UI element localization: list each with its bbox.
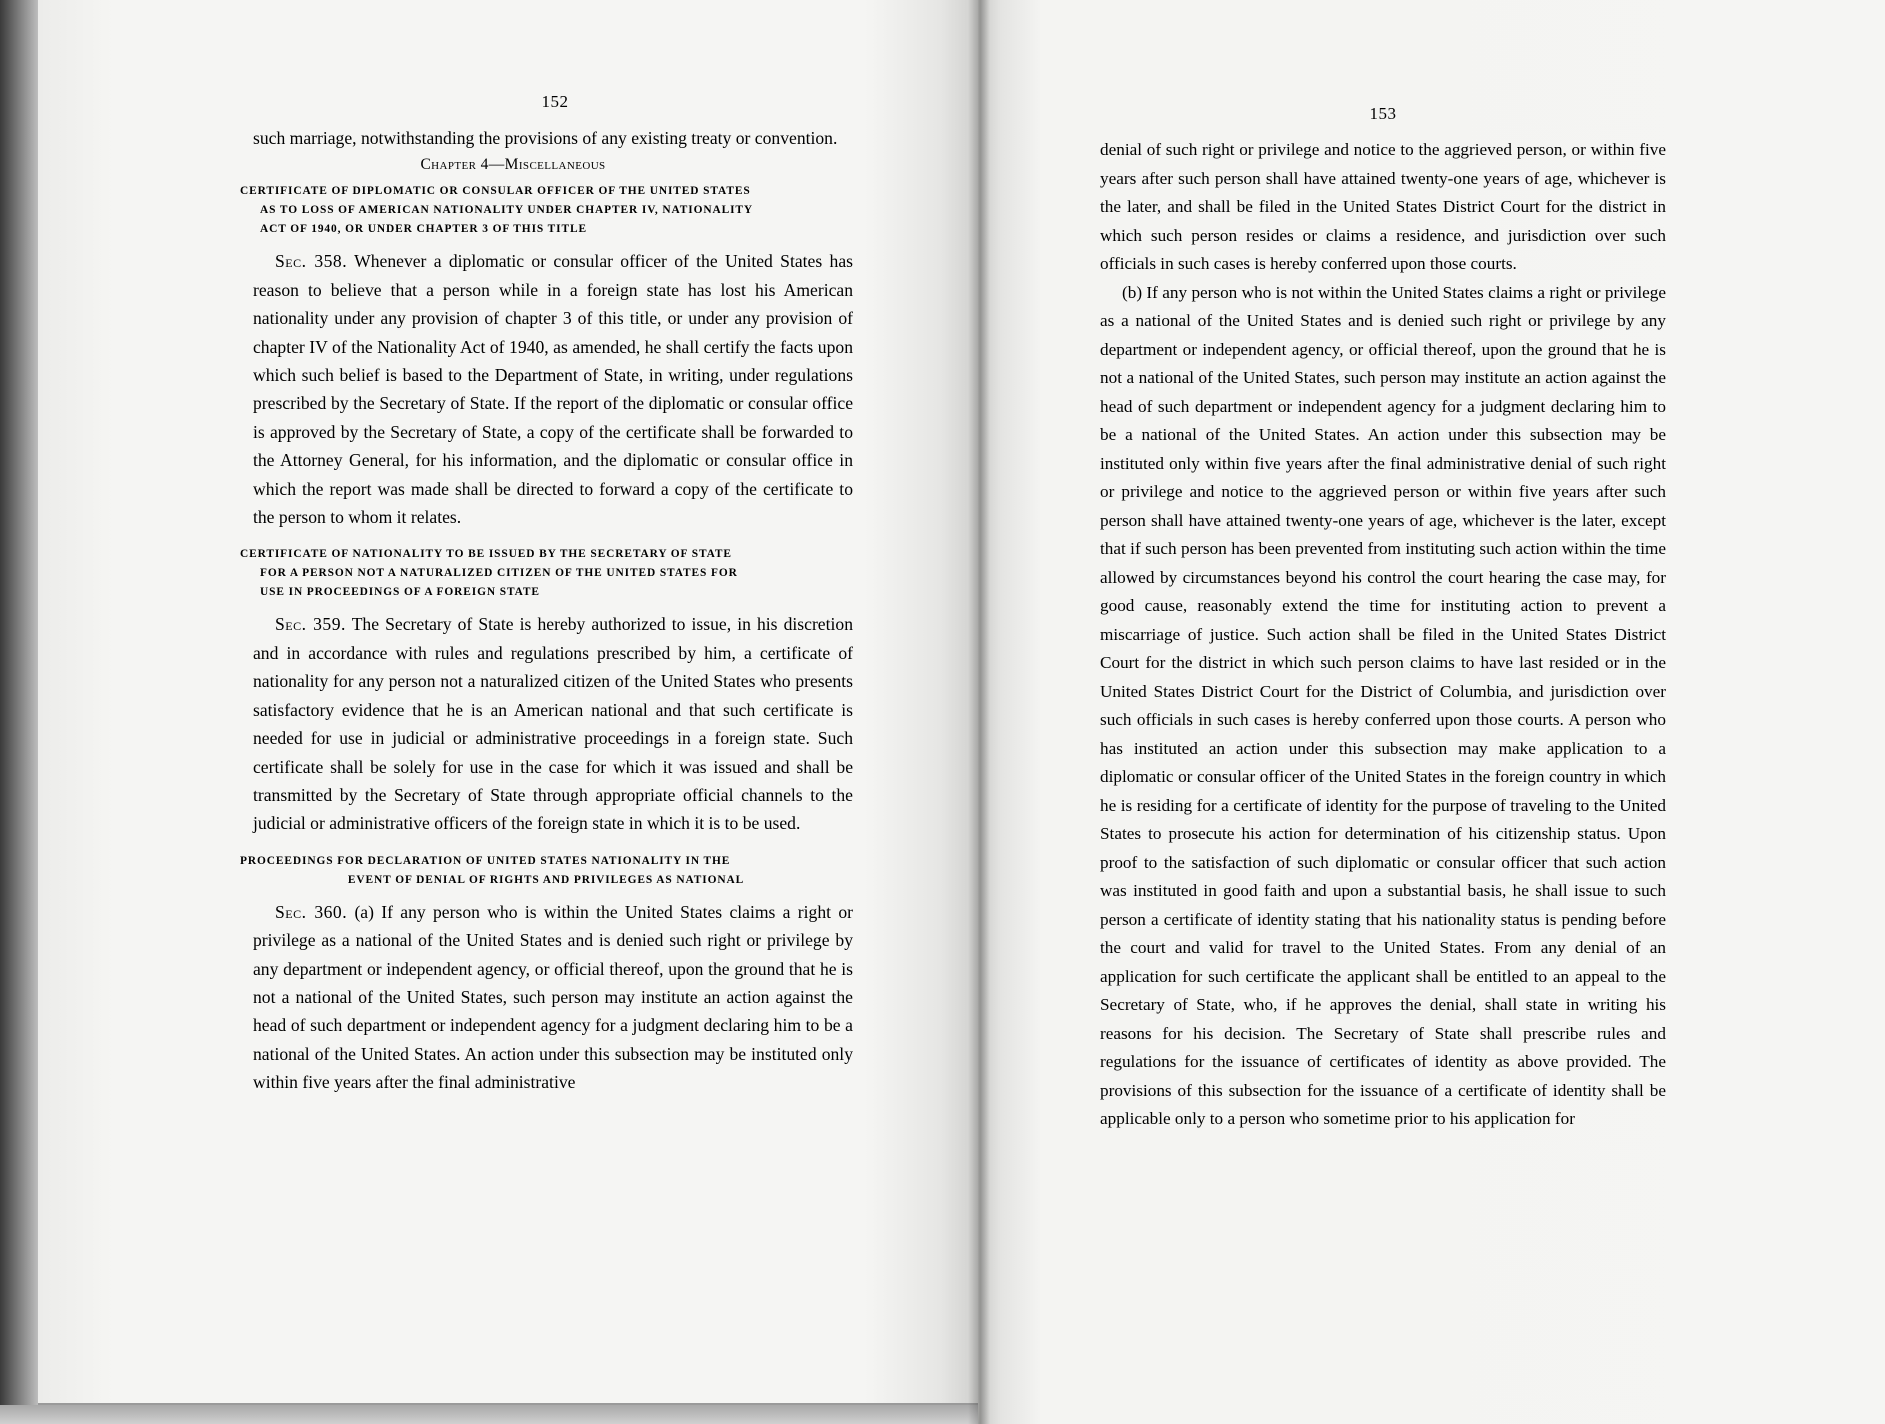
section-358-paragraph	[253, 247, 853, 531]
section-360-paragraph	[253, 898, 853, 1097]
chapter-heading: Chapter 4—Miscellaneous	[420, 156, 606, 174]
section-label-360: Sec. 360.	[275, 901, 348, 922]
section-label-359: Sec. 359.	[275, 614, 346, 635]
section-heading-359	[240, 545, 852, 602]
section-heading-line: USE IN PROCEEDINGS OF A FOREIGN STATE	[260, 586, 540, 599]
section-heading-line: CERTIFICATE OF NATIONALITY TO BE ISSUED BY THE SECRETARY OF STATE	[240, 548, 732, 561]
section-heading-line: EVENT OF DENIAL OF RIGHTS AND PRIVILEGES AS NATIONAL	[347, 873, 745, 886]
continuation-paragraph: denial of such right or privilege and notice to the aggrieved person, or within five years after such person shall have attained twenty-one years of age, whichever is the later, and shall be filed in the United States District Court for the district in which such person resides or claims a residence, and jurisdiction over such officials in such cases is hereby conferred upon those courts.	[1100, 140, 1666, 273]
page-number-right: 153	[1369, 104, 1397, 123]
section-heading-line: ACT OF 1940, OR UNDER CHAPTER 3 OF THIS TITLE	[260, 223, 587, 236]
section-358-text: Whenever a diplomatic or consular officer of the United States has reason to believe that a person while in a foreign state has lost his American nationality under any provision of chapter 3 of this title, or under any provision of chapter IV of the Nationality Act of 1940, as amended, he shall certify the facts upon which such belief is based to the Department of State, in writing, under regulations prescribed by the Secretary of State. If the report of the diplomatic or consular office is approved by the Secretary of State, a copy of the certificate shall be forwarded to the Attorney General, for his information, and the diplomatic or consular office in which the report was made shall be directed to forward a copy of the certificate to the person to whom it relates.	[253, 251, 853, 528]
section-heading-line: PROCEEDINGS FOR DECLARATION OF UNITED STATES NATIONALITY IN THE	[240, 854, 731, 867]
section-heading-line: CERTIFICATE OF DIPLOMATIC OR CONSULAR OFFICER OF THE UNITED STATES	[240, 185, 751, 198]
subsection-b-paragraph: (b) If any person who is not within the United States claims a right or privilege as a national of the United States and is denied such right or privilege by any department or independent agency, or official thereof, upon the ground that he is not a national of the United States, such person may institute an action against the head of such department or independent agency for a judgment declaring him to be a national of the United States. An action under this subsection may be instituted only within five years after the final administrative denial of such right or privilege and notice to the aggrieved person or within five years after such person shall have attained twenty-one years of age, whichever is the later, except that if such person has been prevented from instituting such action within the time allowed by circumstances beyond his control the court hearing the case may, for good cause, reasonably extend the time for instituting action to prevent a miscarriage of justice. Such action shall be filed in the United States District Court for the district in which such person claims to have last resided or in the United States District Court for the District of Columbia, and jurisdiction over such officials in such cases is hereby conferred upon those courts. A person who has instituted an action under this subsection may make application to a diplomatic or consular officer of the United States in the foreign country in which he is residing for a certificate of identity for the purpose of traveling to the United States to prosecute his action for determination of his citizenship status. Upon proof to the satisfaction of such diplomatic or consular officer that such action was instituted in good faith and upon a substantial basis, he shall issue to such person a certificate of identity stating that his nationality status is pending before the court and valid for travel to the United States. From any denial of an application for such certificate the applicant shall be entitled to an appeal to the Secretary of State, who, if he approves the denial, shall state in writing his reasons for his decision. The Secretary of State shall prescribe rules and regulations for the issuance of certificates of identity as above provided. The provisions of this subsection for the issuance of a certificate of identity shall be applicable only to a person who sometime prior to his application for	[1100, 282, 1666, 1128]
section-label-358: Sec. 358.	[275, 251, 348, 272]
section-heading-line: FOR A PERSON NOT A NATURALIZED CITIZEN OF THE UNITED STATES FOR	[260, 567, 738, 580]
section-heading-358	[240, 182, 852, 239]
section-360-text: (a) If any person who is within the United States claims a right or privilege as a national of the United States and is denied such right or privilege by any department or independent agency, or official thereof, upon the ground that he is not a national of the United States, such person may institute an action against the head of such department or independent agency for a judgment declaring him to be a national of the United States. An action under this subsection may be instituted only within five years after the final administrative	[253, 901, 853, 1093]
left-page-text	[240, 92, 853, 1097]
book-gutter	[968, 0, 990, 1424]
section-359-text: The Secretary of State is hereby authorized to issue, in his discretion and in accordance with rules and regulations prescribed by him, a certificate of nationality for any person not a naturalized citizen of the United States who presents satisfactory evidence that he is an American national and that such certificate is needed for use in judicial or administrative proceedings in a foreign state. Such certificate shall be solely for use in the case for which it was issued and shall be transmitted by the Secretary of State through appropriate official channels to the judicial or administrative officers of the foreign state in which it is to be used.	[253, 614, 853, 834]
section-heading-line: AS TO LOSS OF AMERICAN NATIONALITY UNDER CHAPTER IV, NATIONALITY	[260, 204, 754, 217]
section-heading-360	[240, 852, 852, 890]
page-number-left: 152	[541, 92, 569, 111]
opening-paragraph: such marriage, notwithstanding the provisions of any existing treaty or convention.	[253, 128, 838, 148]
right-page-text	[1100, 104, 1666, 1134]
section-359-paragraph	[253, 610, 853, 837]
page-bottom-edge	[0, 1405, 978, 1424]
book-edge-shadow	[0, 0, 40, 1424]
